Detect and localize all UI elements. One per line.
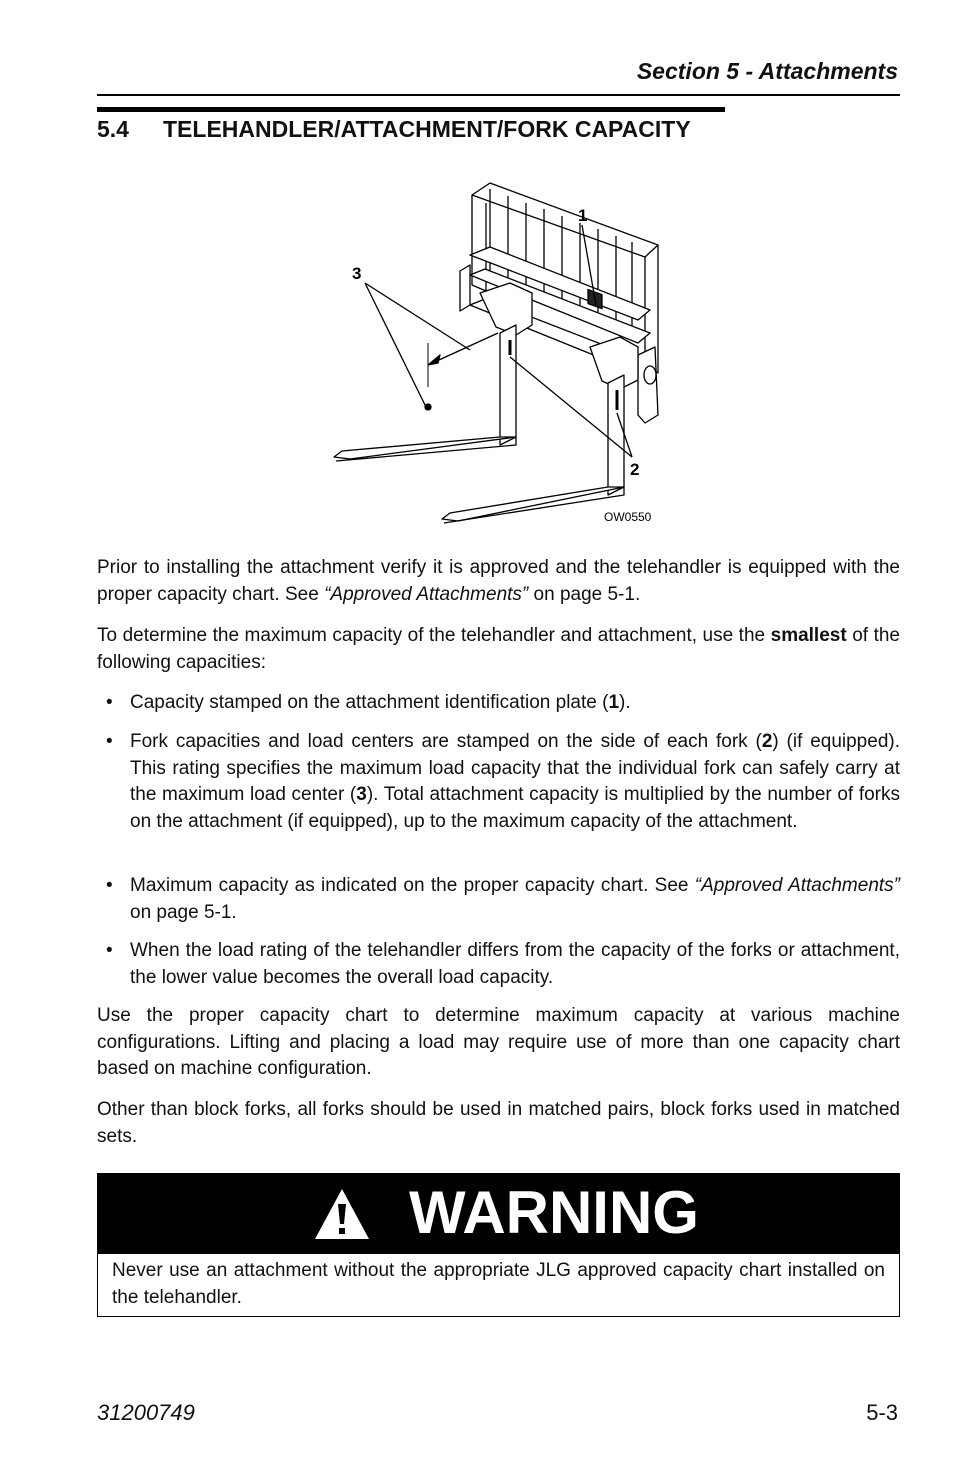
bullet-dot: • xyxy=(106,731,113,752)
bullet-item: • Capacity stamped on the attachment identification plate (1). xyxy=(106,690,900,717)
figure-code: OW0550 xyxy=(604,510,652,524)
fork-carriage-figure xyxy=(320,175,670,535)
bullet-dot: • xyxy=(106,875,113,896)
bullet-item: • Fork capacities and load centers are stamped on the side of each fork (2) (if equipped). This rating specifies the maximum load capacity that the individual fork can safely carry at the maximum load center (3). Total attachment capacity is multiplied by the number of forks on the attachment (if equipped), up to the maximum capacity of the attachment. xyxy=(106,731,900,832)
heading-number: 5.4 xyxy=(97,116,129,142)
warning-title: WARNING xyxy=(409,1179,699,1246)
section-header: Section 5 - Attachments xyxy=(636,58,898,84)
paragraph-prior-to-installing: Prior to installing the attachment verify it is approved and the telehandler is equipped with the proper capacity chart. See “Approved Attachments” on page 5-1. xyxy=(97,557,900,605)
callout-1: 1 xyxy=(578,206,588,225)
warning-header xyxy=(98,1174,899,1254)
approved-attachments-reference: “Approved Attachments” xyxy=(324,583,529,605)
smallest-emphasis: smallest xyxy=(770,625,847,646)
warning-text: Never use an attachment without the appropriate JLG approved capacity chart installed on the telehandler. xyxy=(112,1260,885,1308)
warning-triangle-icon xyxy=(312,1186,372,1242)
callout-3: 3 xyxy=(352,264,362,283)
heading-rule xyxy=(97,107,725,112)
document-number: 31200749 xyxy=(97,1400,195,1425)
paragraph-matched-pairs: Other than block forks, all forks should be used in matched pairs, block forks used in matched sets. xyxy=(97,1099,900,1147)
warning-box xyxy=(97,1173,900,1317)
section-heading xyxy=(97,116,691,143)
heading-title: TELEHANDLER/ATTACHMENT/FORK CAPACITY xyxy=(163,116,691,142)
bullet-item: • When the load rating of the telehandler differs from the capacity of the forks or attachment, the lower value becomes the overall load capacity. xyxy=(106,940,900,988)
paragraph-capacity-chart: Use the proper capacity chart to determine maximum capacity at various machine configurations. Lifting and placing a load may require use of more than one capacity chart based on machine configuration. xyxy=(97,1005,900,1079)
header-rule xyxy=(97,94,900,96)
paragraph-determine-capacity: To determine the maximum capacity of the telehandler and attachment, use the smallest of the following capacities: xyxy=(97,625,900,673)
bullet-item: • Maximum capacity as indicated on the proper capacity chart. See “Approved Attachments” on page 5-1. xyxy=(106,875,900,923)
bullet-dot: • xyxy=(106,940,113,961)
bullet-dot: • xyxy=(106,692,113,713)
page-number: 5-3 xyxy=(866,1400,898,1425)
callout-2: 2 xyxy=(630,460,640,479)
